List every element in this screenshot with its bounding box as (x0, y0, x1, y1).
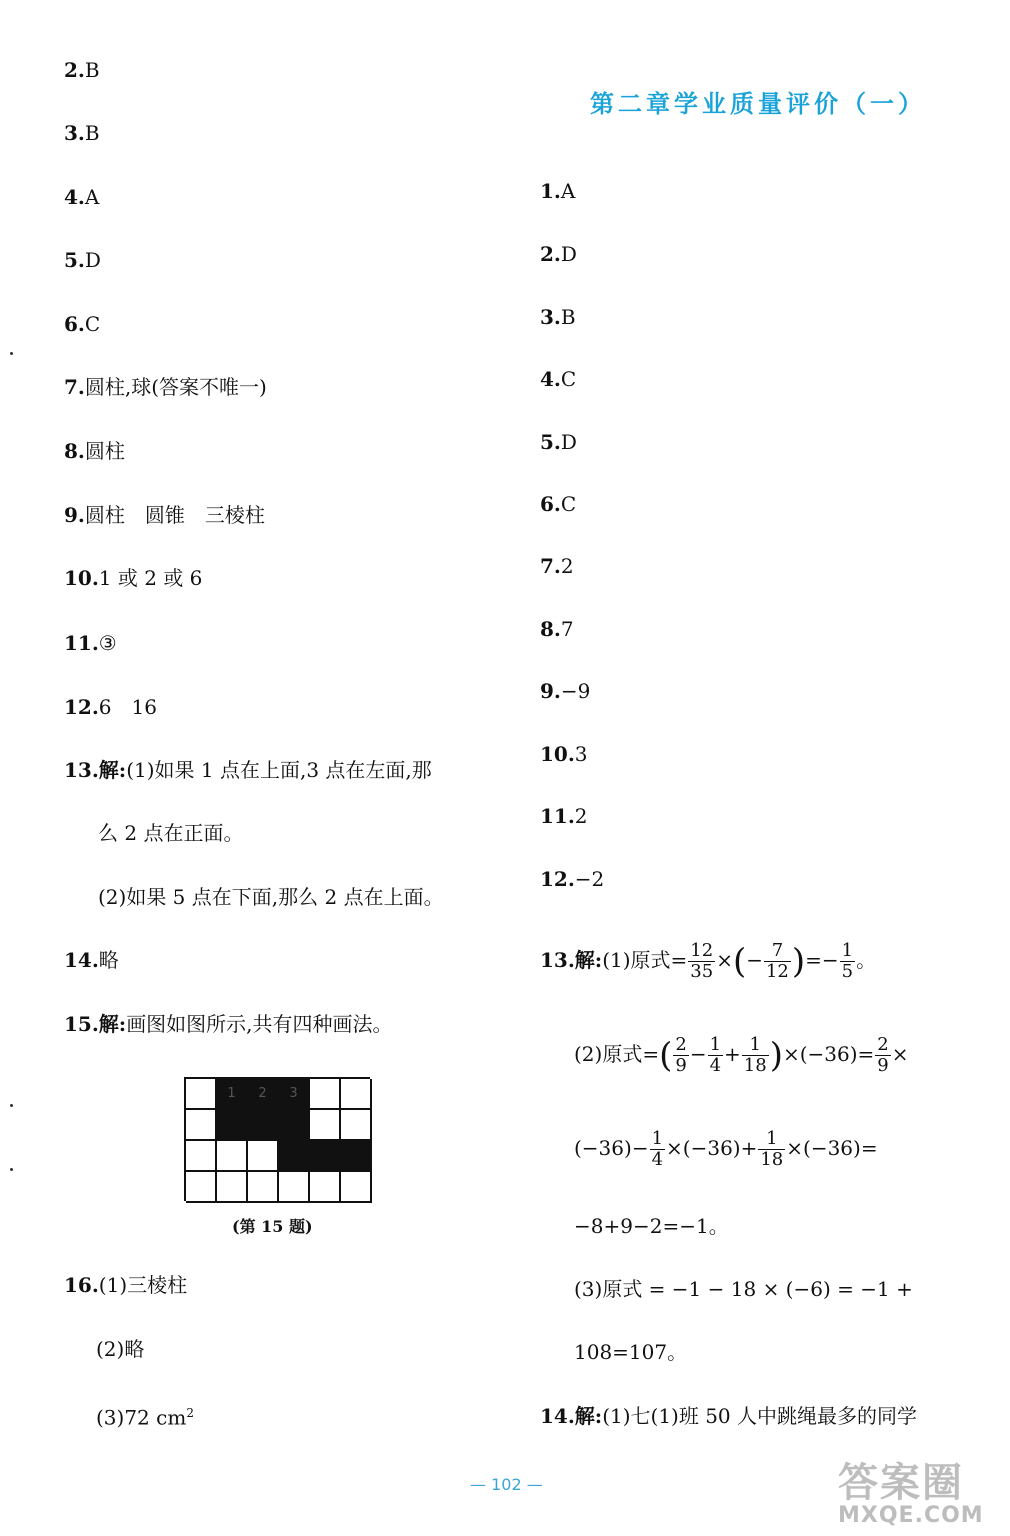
answer-r11: 11.2 (540, 804, 588, 828)
grid-cell (217, 1110, 248, 1141)
page-number: — 102 — (470, 1475, 543, 1494)
answer-8: 8.圆柱 (64, 439, 125, 463)
grid-cell (341, 1079, 372, 1110)
answer-r8: 8.7 (540, 617, 574, 641)
grid-cell (248, 1172, 279, 1203)
grid-cell (310, 1141, 341, 1172)
fraction: $\frac{12}{35}$ (690, 940, 714, 982)
grid-cell (279, 1141, 310, 1172)
grid-cell (186, 1079, 217, 1110)
answer-r5: 5.D (540, 430, 577, 454)
figure-grid (184, 1077, 370, 1201)
answer-r12: 12.−2 (540, 867, 605, 891)
answer-r2: 2.D (540, 242, 577, 266)
answer-10: 10.1 或 2 或 6 (64, 566, 203, 590)
grid-cell (341, 1141, 372, 1172)
answer-r10: 10.3 (540, 742, 588, 766)
figure-caption: (第 15 题) (232, 1217, 313, 1236)
scan-dot (10, 1104, 13, 1107)
answer-9: 9.圆柱 圆锥 三棱柱 (64, 503, 265, 527)
answer-13-line3: (2)如果 5 点在下面,那么 2 点在上面。 (98, 885, 444, 909)
scan-dot (10, 352, 13, 355)
scan-dot (10, 1168, 13, 1171)
grid-cell (248, 1141, 279, 1172)
answer-r13-line4: −8+9−2=−1。 (574, 1214, 729, 1238)
grid-cell (186, 1172, 217, 1203)
answer-r3: 3.B (540, 305, 576, 329)
answer-r13-line2: (2)原式=( $\frac{2}{9}$ − $\frac{1}{4}$ + $\frac{1}{18}$ )×(−36)= $\frac{2}{9}$ × (574, 1034, 909, 1076)
answer-r13-line6: 108=107。 (574, 1340, 688, 1364)
answer-6: 6.C (64, 312, 101, 336)
grid-cell (310, 1172, 341, 1203)
section-title: 第二章学业质量评价（一） (590, 90, 926, 118)
fraction: $\frac{1}{5}$ (841, 940, 854, 982)
grid-cell (186, 1110, 217, 1141)
answer-r13-line1: 13.解:(1)原式= $\frac{12}{35}$ ×(− $\frac{7}{12}$ )=− $\frac{1}{5}$ 。 (540, 940, 877, 982)
grid-cell-3: 3 (279, 1079, 310, 1110)
fraction: $\frac{2}{9}$ (675, 1034, 687, 1076)
answer-16-line3: (3)72 $cm^2$ (96, 1405, 194, 1430)
answer-7: 7.圆柱,球(答案不唯一) (64, 375, 267, 399)
grid-cell-2: 2 (248, 1079, 279, 1110)
answer-r4: 4.C (540, 367, 577, 391)
answer-r6: 6.C (540, 492, 577, 516)
grid-cell (279, 1172, 310, 1203)
answer-12: 12.6 16 (64, 695, 157, 719)
answer-4: 4.A (64, 185, 100, 209)
grid-cell (248, 1110, 279, 1141)
answer-13-line2: 么 2 点在正面。 (98, 821, 244, 845)
watermark-logo: 答案圈 MXQE.COM (838, 1460, 984, 1528)
grid-cell (310, 1110, 341, 1141)
answer-15: 15.解:画图如图所示,共有四种画法。 (64, 1012, 393, 1036)
grid-cell (217, 1172, 248, 1203)
answer-r9: 9.−9 (540, 679, 591, 703)
fraction: $\frac{7}{12}$ (765, 940, 789, 982)
answer-r14: 14.解:(1)七(1)班 50 人中跳绳最多的同学 (540, 1404, 918, 1428)
fraction: $\frac{1}{4}$ (651, 1128, 664, 1170)
answer-3: 3.B (64, 121, 100, 145)
grid-cell (341, 1172, 372, 1203)
fraction: $\frac{1}{18}$ (760, 1128, 784, 1170)
answer-5: 5.D (64, 248, 101, 272)
grid-cell (341, 1110, 372, 1141)
answer-r7: 7.2 (540, 554, 574, 578)
answer-16-line1: 16.(1)三棱柱 (64, 1273, 188, 1297)
answer-16-line2: (2)略 (96, 1337, 145, 1361)
fraction: $\frac{1}{4}$ (709, 1034, 722, 1076)
answer-11: 11.③ (64, 631, 117, 655)
answer-r13-line3: (−36)− $\frac{1}{4}$ ×(−36)+ $\frac{1}{18}$ ×(−36)= (574, 1128, 878, 1170)
grid-cell (279, 1110, 310, 1141)
answer-r1: 1.A (540, 179, 576, 203)
grid-cell (310, 1079, 341, 1110)
grid-cell-1: 1 (217, 1079, 248, 1110)
fraction: $\frac{2}{9}$ (877, 1034, 889, 1076)
answer-14: 14.略 (64, 948, 119, 972)
answer-13-line1: 13.解:(1)如果 1 点在上面,3 点在左面,那 (64, 758, 432, 782)
fraction: $\frac{1}{18}$ (743, 1034, 767, 1076)
answer-2: 2.B (64, 58, 100, 82)
answer-r13-line5: (3)原式 = −1 − 18 × (−6) = −1 + (574, 1277, 913, 1301)
grid-cell (217, 1141, 248, 1172)
grid-cell (186, 1141, 217, 1172)
